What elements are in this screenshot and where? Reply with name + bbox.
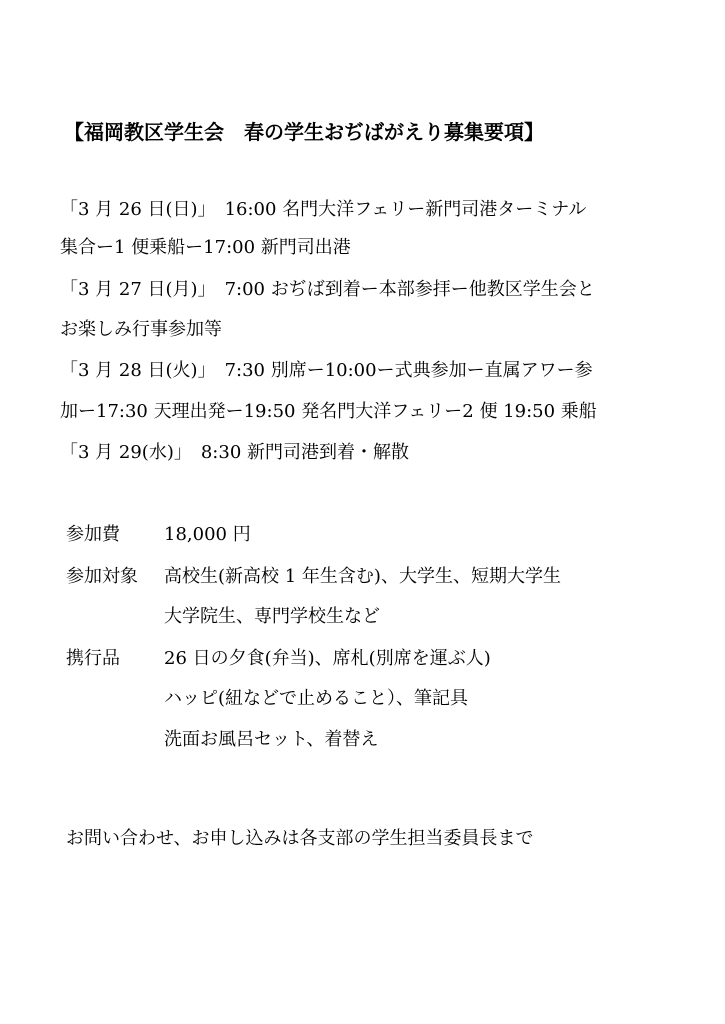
schedule-line-2: 集合ー1 便乗船ー17:00 新門司出港	[60, 237, 351, 258]
target-value-line-2: 大学院生、専門学校生など	[164, 606, 380, 627]
schedule-line-5: 「3 月 28 日(火)」 7:30 別席ー10:00ー式典参加ー直属アワー参	[60, 360, 593, 381]
schedule-line-3: 「3 月 27 日(月)」 7:00 おぢば到着ー本部参拝ー他教区学生会と	[60, 279, 595, 300]
contact-note: お問い合わせ、お申し込みは各支部の学生担当委員長まで	[66, 828, 534, 849]
fee-row	[66, 526, 251, 544]
fee-value: 18,000 円	[164, 524, 251, 545]
schedule-line-7: 「3 月 29(水)」 8:30 新門司港到着・解散	[60, 442, 409, 463]
target-row	[66, 568, 561, 586]
items-value-line-1: 26 日の夕食(弁当)、席札(別席を運ぶ人)	[164, 648, 491, 669]
items-value-line-3: 洗面お風呂セット、着替え	[164, 729, 379, 750]
schedule-line-1: 「3 月 26 日(日)」 16:00 名門大洋フェリー新門司港ターミナル	[60, 199, 587, 220]
target-value-line-1: 高校生(新高校 1 年生含む)、大学生、短期大学生	[164, 566, 561, 587]
page-title: 【福岡教区学生会 春の学生おぢばがえり募集要項】	[64, 120, 544, 144]
schedule-line-4: お楽しみ行事参加等	[60, 319, 222, 340]
items-label: 携行品	[66, 648, 120, 669]
schedule-line-6: 加ー17:30 天理出発ー19:50 発名門大洋フェリー2 便 19:50 乗船	[60, 401, 597, 422]
target-label: 参加対象	[66, 566, 138, 587]
items-value-line-2: ハッピ(紐などで止めること）、筆記具	[164, 688, 469, 709]
items-row	[66, 650, 491, 668]
fee-label: 参加費	[66, 524, 120, 545]
